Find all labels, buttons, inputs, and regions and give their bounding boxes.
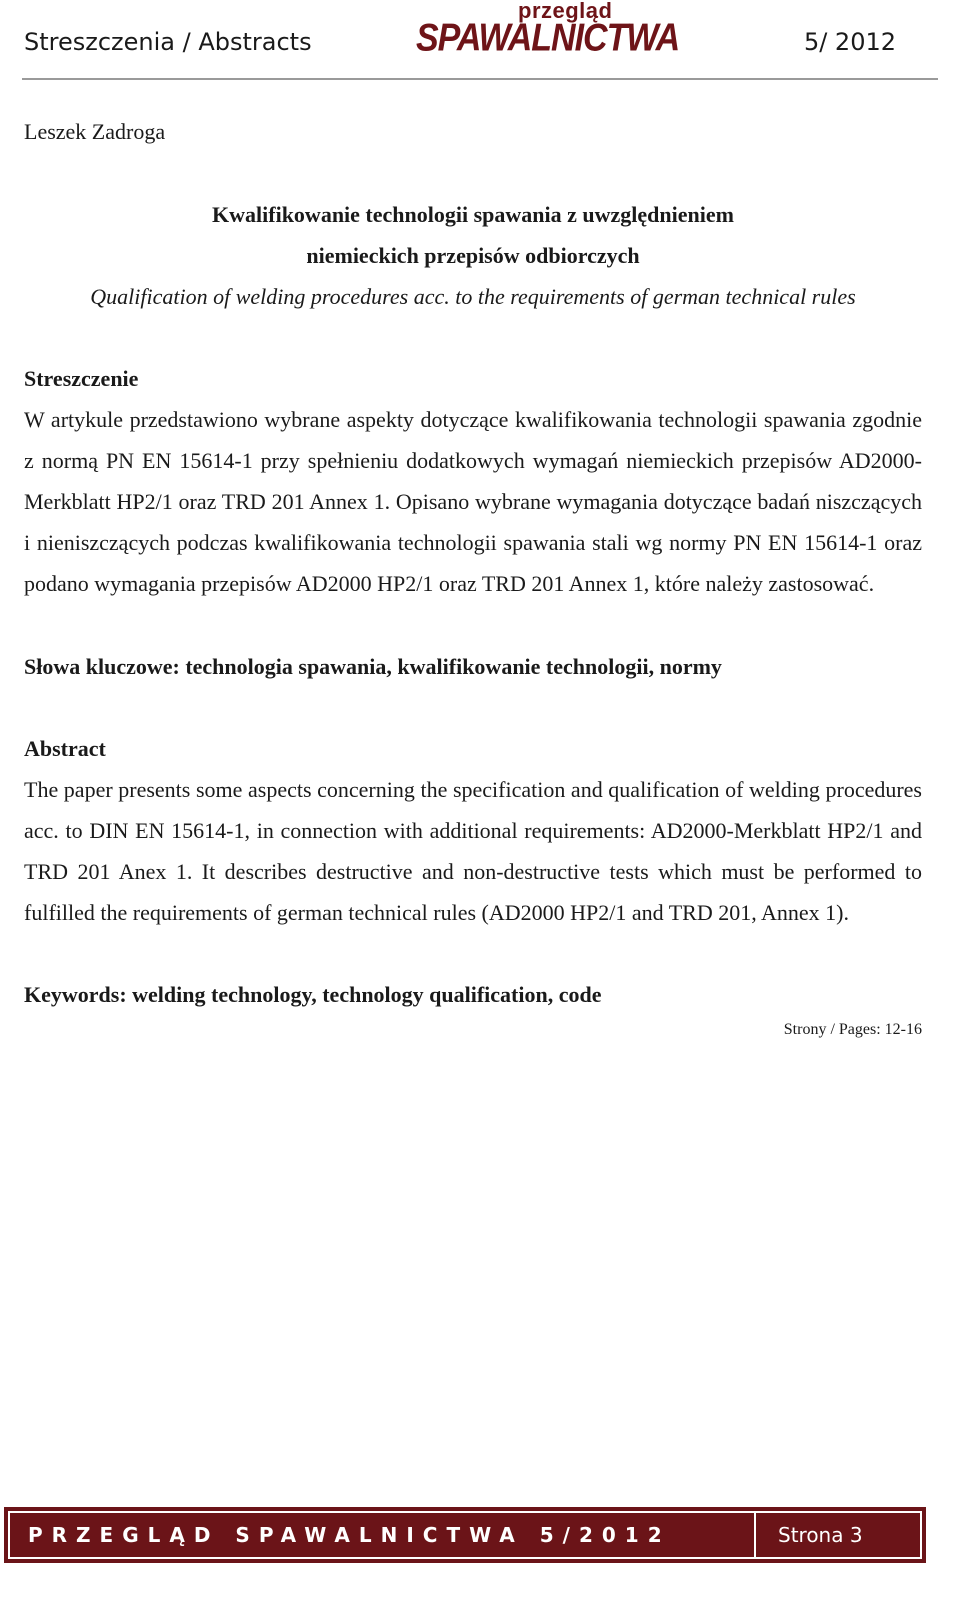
- streszczenie-paragraph: W artykule przedstawiono wybrane aspekty dotyczące kwalifikowania technologii spawania zgodnie z normą PN EN 15614-1 przy spełnieniu dodatkowych wymagań niemieckich przepisów AD2000-Merkblatt HP2/1 oraz TRD 201 Annex 1. Opisano wybrane wymagania dotyczące badań niszczących i nieniszczących podczas kwalifikowania technologii spawania stali wg normy PN EN 15614-1 oraz podano wymagania przepisów AD2000 HP2/1 oraz TRD 201 Annex 1, które należy zastosować.: [24, 407, 922, 596]
- page-footer: [4, 1507, 926, 1563]
- logo-przeglad-text: przegląd: [518, 0, 613, 23]
- title-english: Qualification of welding procedures acc. to the requirements of german technical rules: [90, 284, 856, 309]
- slowa-kluczowe: Słowa kluczowe: technologia spawania, kwalifikowanie technologii, normy: [24, 654, 722, 679]
- page-range: Strony / Pages: 12-16: [783, 1021, 922, 1038]
- keywords: Keywords: welding technology, technology qualification, code: [24, 982, 602, 1007]
- header-section-label: Streszczenia / Abstracts: [24, 28, 312, 56]
- footer-journal-block: [10, 1513, 754, 1557]
- footer-page-number: Strona 3: [778, 1523, 863, 1547]
- header-issue: 5/ 2012: [803, 28, 896, 56]
- streszczenie-heading: Streszczenie: [24, 366, 139, 391]
- journal-logo: [414, 0, 680, 62]
- title-polish-line-2: niemieckich przepisów odbiorczych: [306, 243, 640, 268]
- abstract-paragraph: The paper presents some aspects concerning the specification and qualification of welding procedures acc. to DIN EN 15614-1, in connection with additional requirements: AD2000-Merkblatt HP2/1 and TRD 201 Anex 1. It describes destructive and non-destructive tests which must be performed to fulfilled the requirements of german technical rules (AD2000 HP2/1 and TRD 201, Annex 1).: [24, 777, 922, 925]
- footer-journal-name: PRZEGLĄD SPAWALNICTWA 5/2012: [28, 1523, 671, 1547]
- author-name: Leszek Zadroga: [24, 119, 166, 144]
- logo-spawalnictwa-text: SPAWALNICTWA: [416, 16, 680, 60]
- abstract-heading: Abstract: [24, 736, 106, 761]
- footer-frame: [8, 1511, 922, 1559]
- footer-page-block: [756, 1513, 920, 1557]
- page-header: [22, 0, 938, 80]
- title-polish-line-1: Kwalifikowanie technologii spawania z uwzględnieniem: [212, 202, 734, 227]
